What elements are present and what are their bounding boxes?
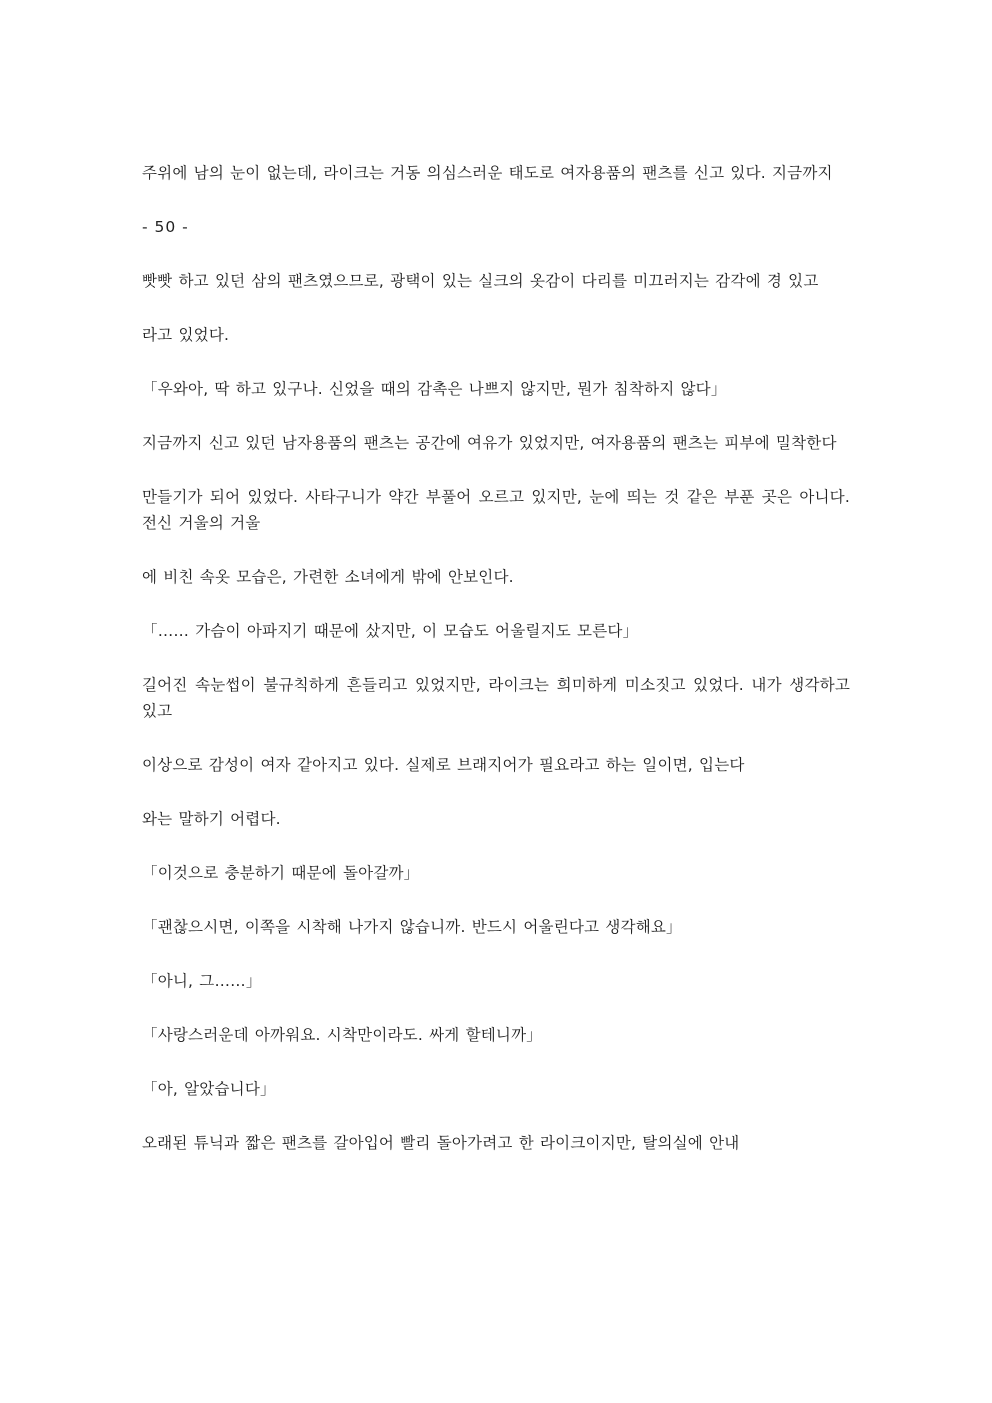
paragraph: 「사랑스러운데 아까워요. 시착만이라도. 싸게 할테니까」 [142, 1026, 542, 1044]
paragraph: 오래된 튜닉과 짧은 팬츠를 갈아입어 빨리 돌아가려고 한 라이크이지만, 탈의실에 안내 [142, 1134, 740, 1152]
paragraph: 이상으로 감성이 여자 같아지고 있다. 실제로 브래지어가 필요라고 하는 일이면, 입는다 [142, 756, 745, 774]
paragraph: 「아니, 그……」 [142, 972, 262, 990]
paragraph: 「우와아, 딱 하고 있구나. 신었을 때의 감촉은 나쁘지 않지만, 뭔가 침착하지 않다」 [142, 380, 727, 398]
paragraph: 길어진 속눈썹이 불규칙하게 흔들리고 있었지만, 라이크는 희미하게 미소짓고 있었다. 내가 생각하고 있고 [142, 676, 850, 720]
paragraph: 라고 있었다. [142, 326, 230, 344]
paragraph: 만들기가 되어 있었다. 사타구니가 약간 부풀어 오르고 있지만, 눈에 띄는 것 같은 부푼 곳은 아니다. 전신 거울의 거울 [142, 488, 850, 532]
paragraph: 「이것으로 충분하기 때문에 돌아갈까」 [142, 864, 420, 882]
paragraph: 「괜찮으시면, 이쪽을 시착해 나가지 않습니까. 반드시 어울린다고 생각해요」 [142, 918, 682, 936]
paragraph: 「아, 알았습니다」 [142, 1080, 276, 1098]
paragraph: 와는 말하기 어렵다. [142, 810, 281, 828]
paragraph: 에 비친 속옷 모습은, 가련한 소녀에게 밖에 안보인다. [142, 568, 514, 586]
paragraph: 지금까지 신고 있던 남자용품의 팬츠는 공간에 여유가 있었지만, 여자용품의 팬츠는 피부에 밀착한다 [142, 434, 837, 452]
page-number: - 50 - [142, 218, 189, 236]
paragraph: 주위에 남의 눈이 없는데, 라이크는 거동 의심스러운 태도로 여자용품의 팬츠를 신고 있다. 지금까지 [142, 164, 833, 182]
paragraph: 빳빳 하고 있던 삼의 팬츠였으므로, 광택이 있는 실크의 옷감이 다리를 미끄러지는 감각에 경 있고 [142, 272, 819, 290]
paragraph: 「…… 가슴이 아파지기 때문에 샀지만, 이 모습도 어울릴지도 모른다」 [142, 622, 639, 640]
document-body [142, 160, 850, 1156]
